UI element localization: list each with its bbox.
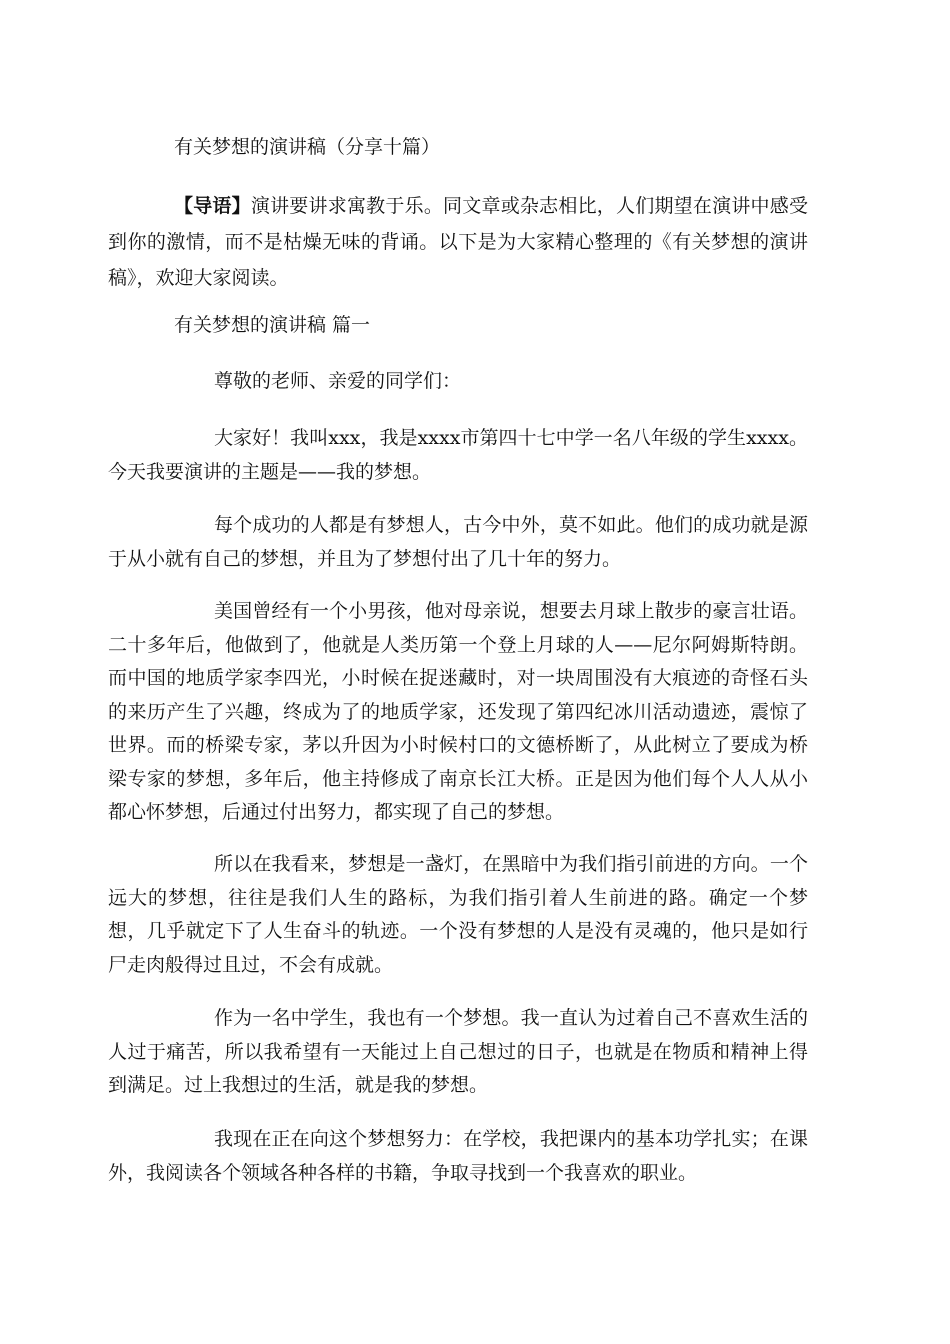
intro-tag: 【导语】 (174, 195, 251, 217)
speech-paragraph: 大家好！我叫xxx，我是xxxx市第四十七中学一名八年级的学生xxxx。今天我要演讲的主题是——我的梦想。 (108, 427, 808, 483)
speech-paragraph: 作为一名中学生，我也有一个梦想。我一直认为过着自己不喜欢生活的人过于痛苦，所以我希望有一天能过上自己想过的日子，也就是在物质和精神上得到满足。过上我想过的生活，就是我的梦想。 (108, 1007, 808, 1096)
document-title: 有关梦想的演讲稿（分享十篇） (174, 136, 441, 158)
speech-paragraph: 美国曾经有一个小男孩，他对母亲说，想要去月球上散步的豪言壮语。二十多年后，他做到了，他就是人类历第一个登上月球的人——尼尔阿姆斯特朗。而中国的地质学家李四光，小时候在捉迷藏时，对一块周围没有大痕迹的奇怪石头的来历产生了兴趣，终成为了的地质学家，还发现了第四纪冰川活动遗迹，震惊了世界。而的桥梁专家，茅以升因为小时候村口的文德桥断了，从此树立了要成为桥梁专家的梦想，多年后，他主持修成了南京长江大桥。正是因为他们每个人人从小都心怀梦想，后通过付出努力，都实现了自己的梦想。 (108, 600, 808, 823)
speech-paragraph: 每个成功的人都是有梦想人，古今中外，莫不如此。他们的成功就是源于从小就有自己的梦想，并且为了梦想付出了几十年的努力。 (108, 514, 808, 570)
speech-greeting: 尊敬的老师、亲爱的同学们： (214, 370, 462, 392)
speech-paragraph: 我现在正在向这个梦想努力：在学校，我把课内的基本功学扎实；在课外，我阅读各个领域各种各样的书籍，争取寻找到一个我喜欢的职业。 (108, 1128, 808, 1184)
speech-paragraph: 所以在我看来，梦想是一盏灯，在黑暗中为我们指引前进的方向。一个远大的梦想，往往是我们人生的路标，为我们指引着人生前进的路。确定一个梦想，几乎就定下了人生奋斗的轨迹。一个没有梦想的人是没有灵魂的，他只是如行尸走肉般得过且过，不会有成就。 (108, 853, 808, 976)
intro-paragraph (108, 188, 808, 296)
section-title: 有关梦想的演讲稿 篇一 (174, 314, 371, 336)
intro-text: 演讲要讲求寓教于乐。同文章或杂志相比，人们期望在演讲中感受到你的激情，而不是枯燥无味的背诵。以下是为大家精心整理的《有关梦想的演讲稿》，欢迎大家阅读。 (108, 195, 808, 289)
